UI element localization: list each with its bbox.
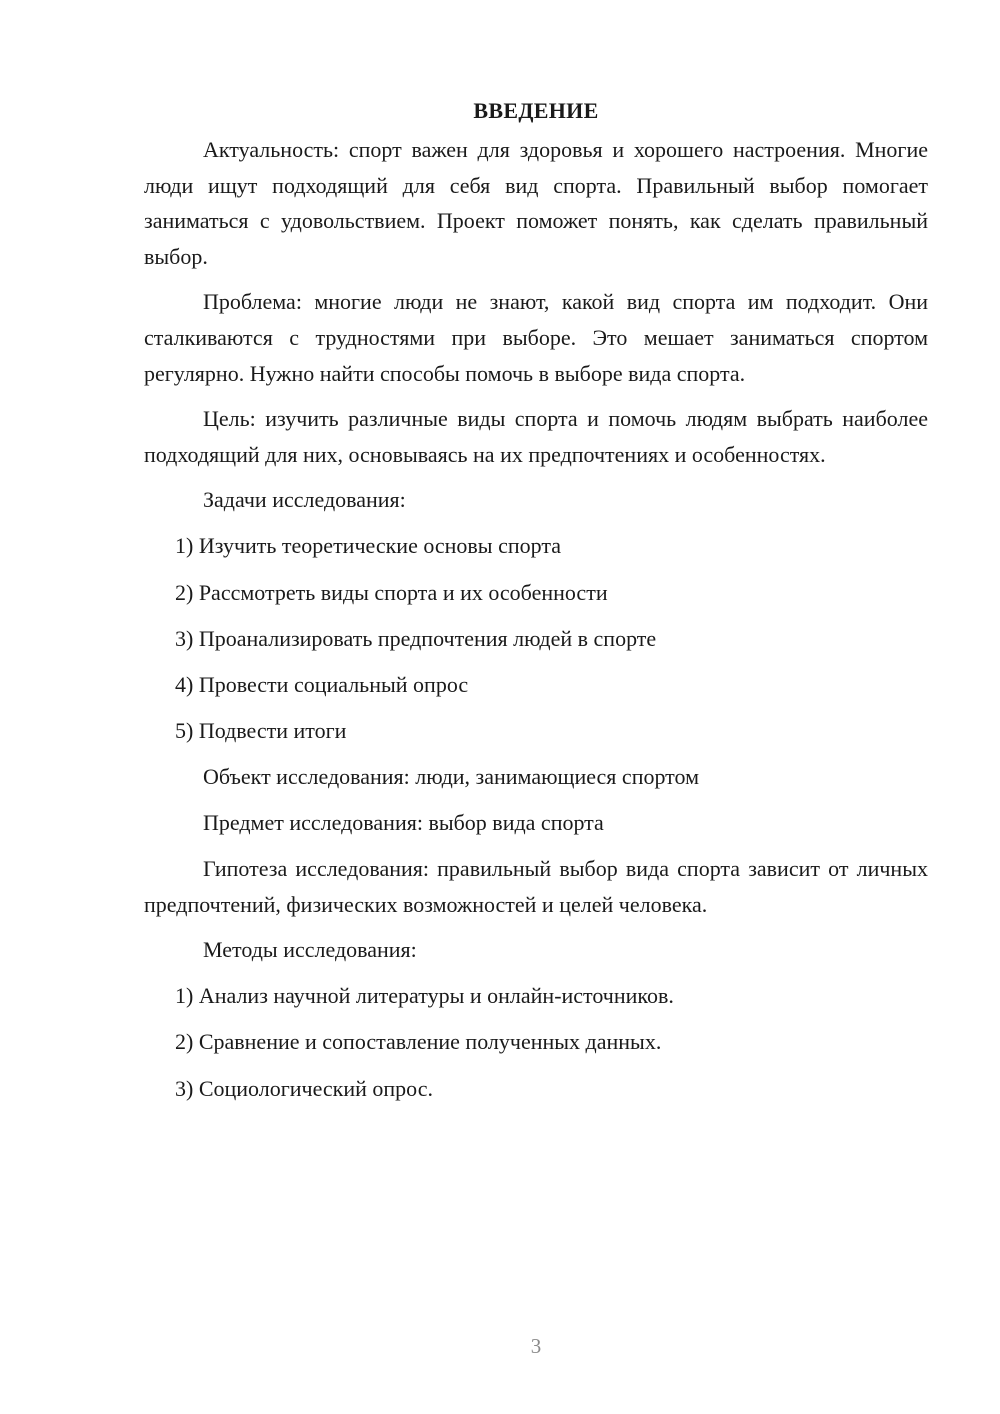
- relevance-paragraph: Актуальность: спорт важен для здоровья и хорошего настроения. Многие люди ищут подходящий для себя вид спорта. Правильный выбор помогает заниматься с удовольствием. Проект поможет понять, как сделать правильный выбор.: [144, 137, 928, 269]
- method-item: 1) Анализ научной литературы и онлайн-источников.: [175, 983, 674, 1009]
- research-object: Объект исследования: люди, занимающиеся спортом: [203, 763, 699, 789]
- problem-paragraph: Проблема: многие люди не знают, какой вид спорта им подходит. Они сталкиваются с трудностями при выборе. Это мешает заниматься спортом регулярно. Нужно найти способы помочь в выборе вида спорта.: [144, 289, 928, 386]
- task-item: 2) Рассмотреть виды спорта и их особенности: [175, 579, 608, 605]
- methods-heading: Методы исследования:: [203, 937, 417, 963]
- goal-paragraph: Цель: изучить различные виды спорта и помочь людям выбрать наиболее подходящий для них, основываясь на их предпочтениях и особенностях.: [144, 406, 928, 467]
- task-item: 4) Провести социальный опрос: [175, 671, 469, 697]
- document-body: [144, 93, 928, 1117]
- task-item: 3) Проанализировать предпочтения людей в спорте: [175, 625, 657, 651]
- page-number: 3: [530, 1334, 542, 1358]
- page-title: ВВЕДЕНИЕ: [473, 98, 599, 123]
- method-item: 3) Социологический опрос.: [175, 1075, 433, 1101]
- method-item: 2) Сравнение и сопоставление полученных данных.: [175, 1029, 662, 1055]
- task-item: 1) Изучить теоретические основы спорта: [175, 533, 561, 559]
- task-item: 5) Подвести итоги: [175, 717, 347, 743]
- tasks-list: [144, 528, 928, 748]
- research-subject: Предмет исследования: выбор вида спорта: [203, 810, 604, 835]
- tasks-heading: Задачи исследования:: [203, 487, 406, 513]
- methods-list: [144, 978, 928, 1106]
- hypothesis-paragraph: Гипотеза исследования: правильный выбор вида спорта зависит от личных предпочтений, физических возможностей и целей человека.: [144, 856, 928, 917]
